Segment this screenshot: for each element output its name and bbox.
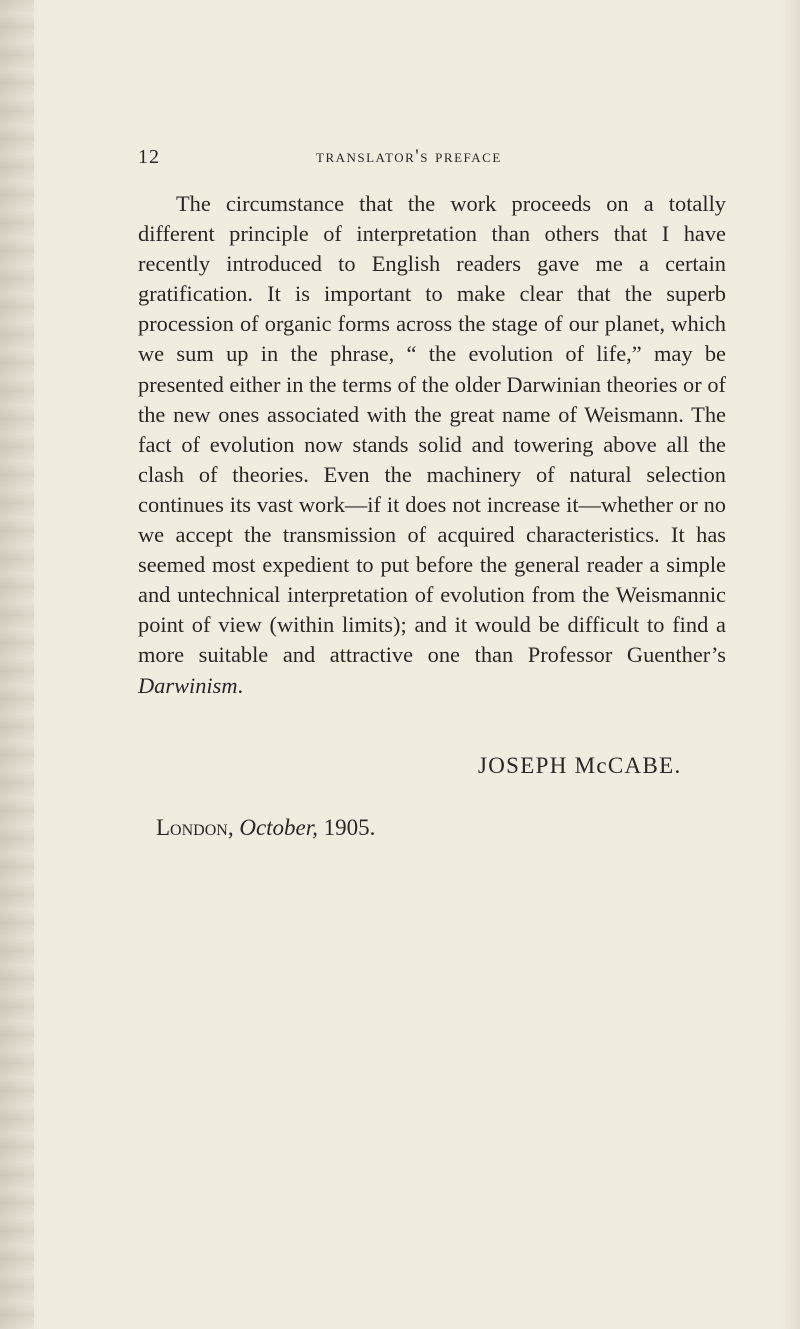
page-number: 12 xyxy=(138,146,160,168)
book-title: Darwinism xyxy=(138,672,238,698)
dateline-month: October, xyxy=(239,815,318,840)
paragraph-text: The circumstance that the work proceeds on a totally different principle of interpretation than others that I have recently introduced to English readers gave me a certain gratification. It is important to make clear that the superb procession of organic forms across the stage of our planet, which we sum up in the phrase, “ the evolution of life,” may be presented either in the terms of the older Darwinian theories or of the new ones associated with the great name of Weismann. The fact of evolution now stands solid and towering above all the clash of theories. Even the machinery of natural selection continues its vast work—if it does not increase it—whether or no we accept the transmission of acquired characteristics. It has seemed most expedient to put before the general reader a simple and untechnical interpretation of evolution from the Weismannic point of view (within limits); and it would be difficult to find a more suitable and attractive one than Professor Guenther’s xyxy=(138,191,726,668)
page-binding-edge xyxy=(0,0,34,1329)
preface-paragraph xyxy=(138,189,726,701)
dateline-year: 1905. xyxy=(323,815,376,840)
dateline xyxy=(156,815,375,841)
page-header xyxy=(138,146,718,174)
paragraph-end-punctuation: . xyxy=(237,672,244,698)
author-signature: JOSEPH McCABE. xyxy=(478,753,682,778)
running-head: translator's preface xyxy=(316,146,502,167)
dateline-place: London, xyxy=(156,815,234,840)
